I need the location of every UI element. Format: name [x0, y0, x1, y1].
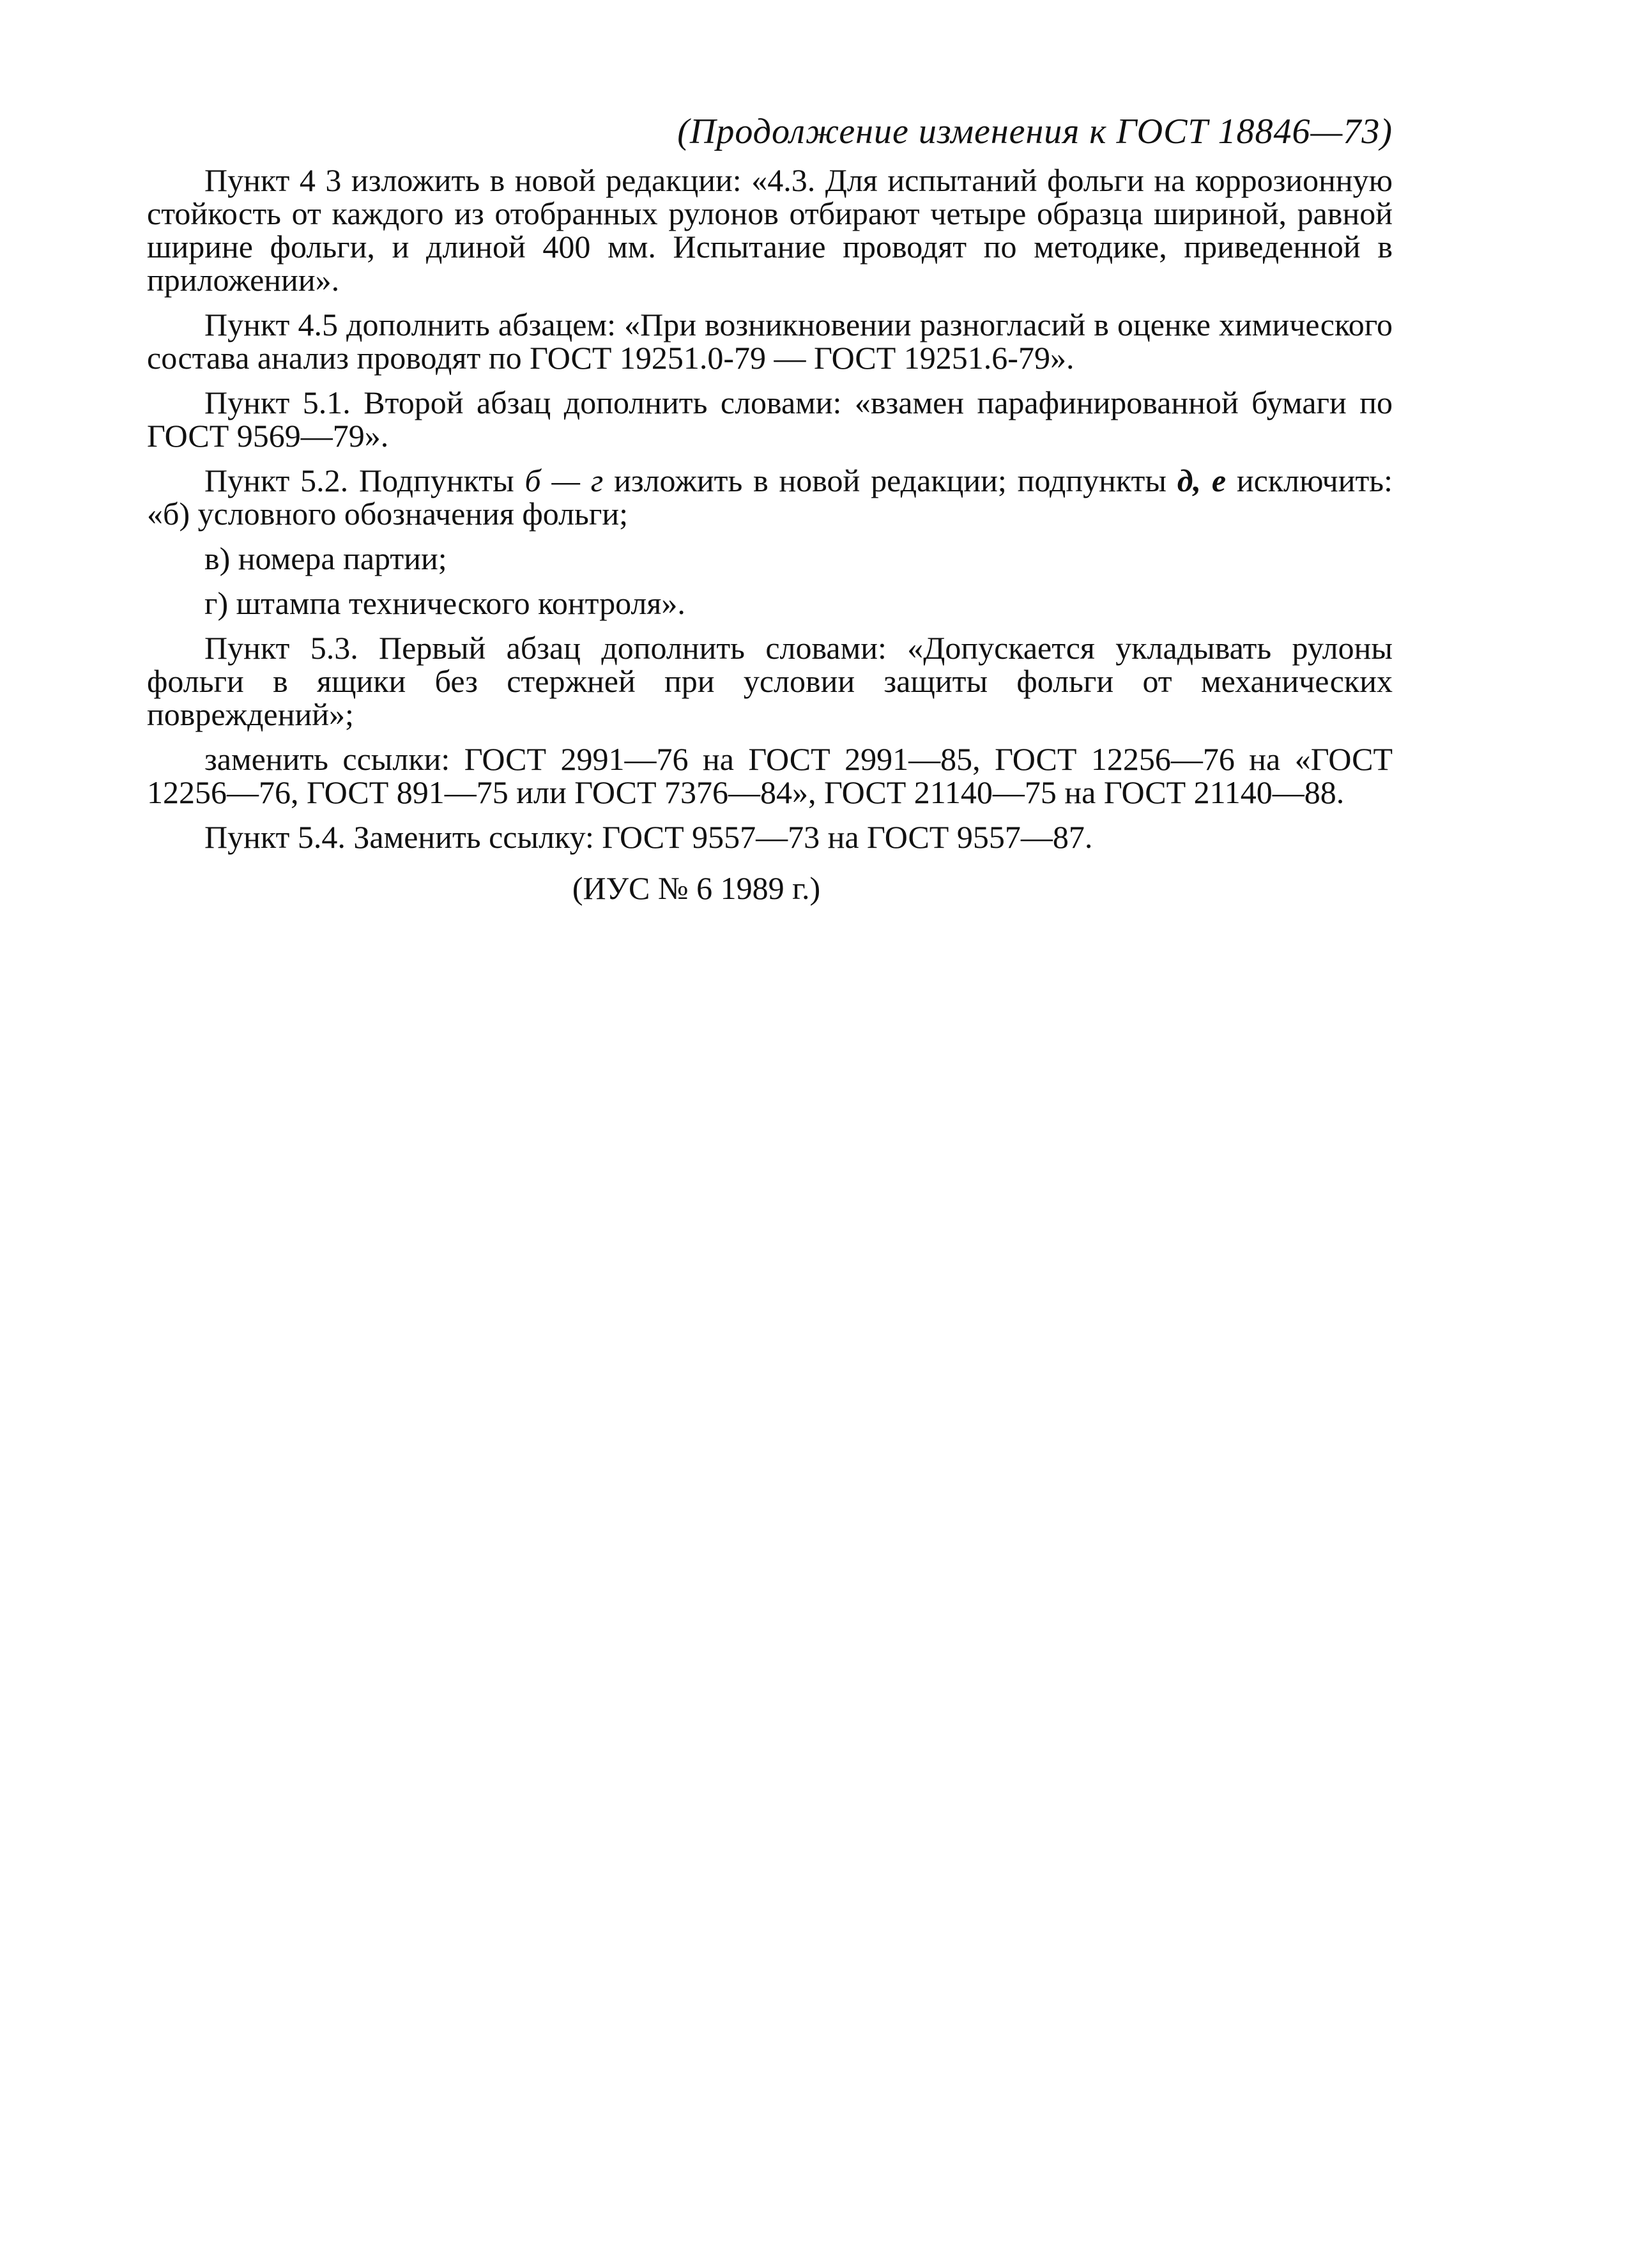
paragraph-5-3: Пункт 5.3. Первый абзац дополнить словами: «Допускается укладывать рулоны фольги в ящики без стержней при условии защиты фольги от механических повреждений»; [147, 630, 1393, 732]
ius-reference: (ИУС № 6 1989 г.) [572, 870, 821, 906]
subitems-b-g: б — г [524, 463, 604, 498]
document-page [147, 109, 1393, 907]
continuation-header: (Продолжение изменения к ГОСТ 18846—73) [677, 112, 1393, 151]
subitem-v: в) номера партии; [204, 541, 447, 576]
paragraph-4-5: Пункт 4.5 дополнить абзацем: «При возникновении разногласий в оценке химического состава анализ проводят по ГОСТ 19251.0-79 — ГОСТ 19251.6-79». [147, 307, 1393, 376]
paragraph-5-2 [147, 464, 1393, 530]
paragraph-5-3-refs: заменить ссылки: ГОСТ 2991—76 на ГОСТ 2991—85, ГОСТ 12256—76 на «ГОСТ 12256—76, ГОСТ 891—75 или ГОСТ 7376—84», ГОСТ 21140—75 на ГОСТ 21140—88. [147, 741, 1393, 810]
paragraph-5-1: Пункт 5.1. Второй абзац дополнить словами: «взамен парафинированной бумаги по ГОСТ 9569—79». [147, 385, 1393, 454]
paragraph-5-2-end: исключить: «б) условного обозначения фольги; [147, 463, 1393, 532]
paragraph-5-2-start: Пункт 5.2. Подпункты [204, 463, 525, 498]
subitems-d-e: д, е [1177, 463, 1227, 498]
subitem-g: г) штампа технического контроля». [204, 585, 685, 621]
paragraph-5-2-mid: изложить в новой редакции; подпункты [603, 463, 1177, 498]
paragraph-4-3: Пункт 4 3 изложить в новой редакции: «4.3. Для испытаний фольги на коррозионную стойкость от каждого из отобранных рулонов отбирают четыре образца шириной, равной ширине фольги, и длиной 400 мм. Испытание проводят по методике, приведенной в приложении». [147, 162, 1393, 298]
paragraph-5-4: Пункт 5.4. Заменить ссылку: ГОСТ 9557—73 на ГОСТ 9557—87. [204, 819, 1093, 855]
